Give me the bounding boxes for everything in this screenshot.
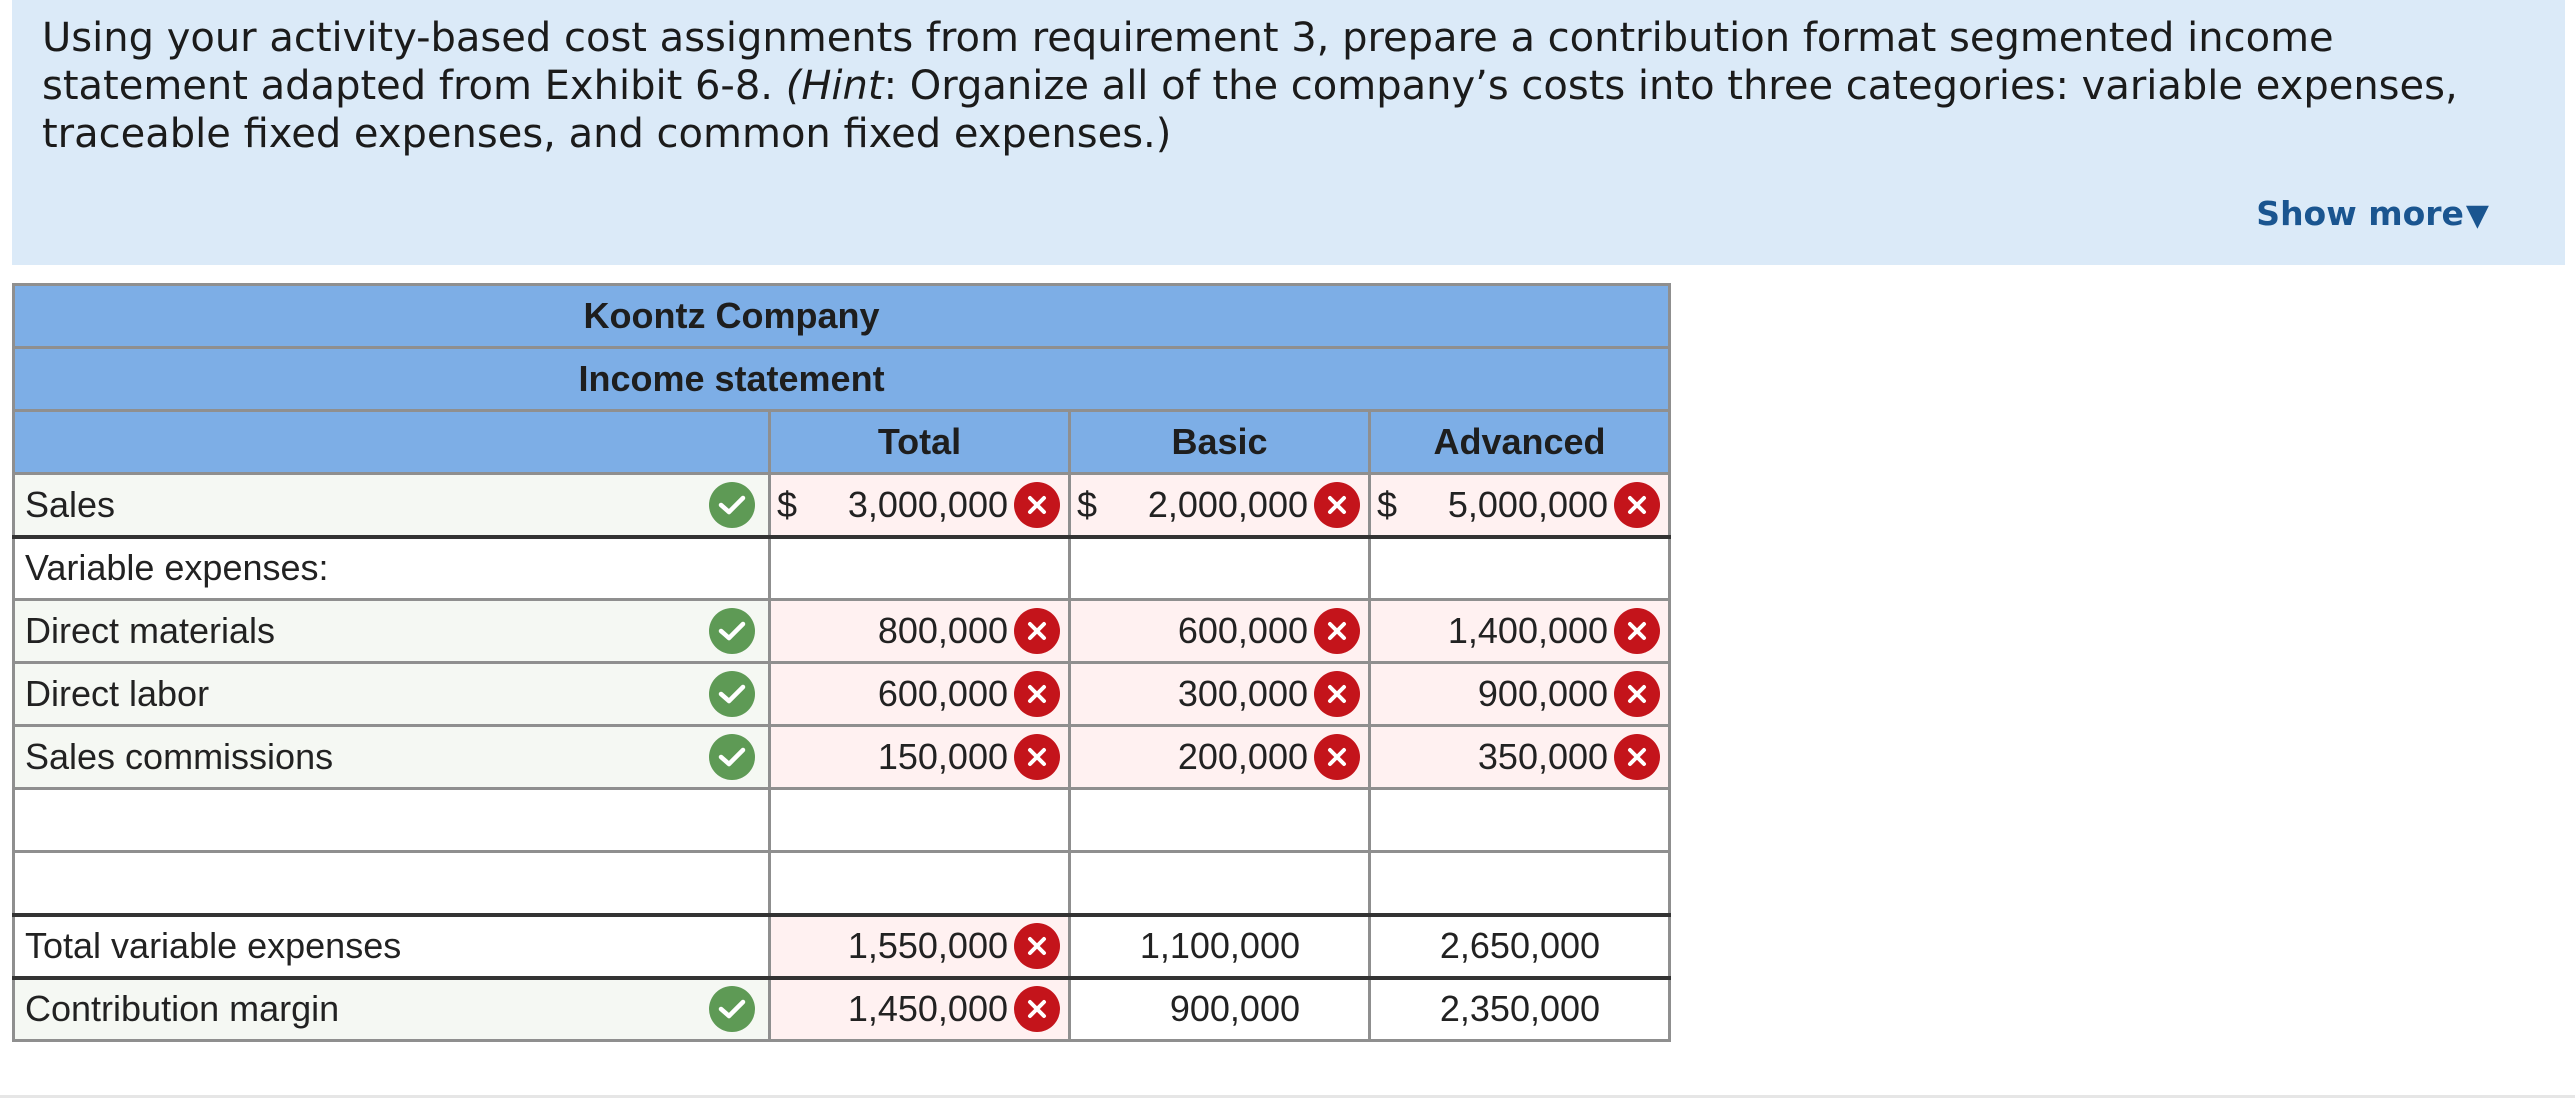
prompt-hint-label: (Hint [785,63,884,109]
cell-input[interactable] [1370,852,1670,915]
table-row [14,537,1670,600]
total-variable-expenses-total [770,915,1070,978]
cell-empty [1070,537,1370,600]
cell-value: 1,450,000 [847,988,1008,1030]
direct-labor-basic-input[interactable] [1070,663,1370,726]
incorrect-icon [1614,482,1660,528]
sales-basic-input[interactable] [1070,474,1370,537]
title-header-row [14,348,1670,411]
show-more-link[interactable] [2256,194,2489,233]
cell-value: 600,000 [1177,610,1308,651]
row-label-text: Direct labor [25,673,210,714]
income-statement [12,283,1671,1077]
statement-title [14,348,1670,411]
table-row [14,663,1670,726]
table-row [14,600,1670,663]
cell-value: 1,400,000 [1447,610,1609,651]
dollar-sign: $ [1377,483,1398,525]
incorrect-icon [1014,482,1060,528]
company-header-row [14,285,1670,348]
incorrect-icon [1014,608,1060,654]
header-blank [14,411,770,474]
show-more-label: Show more [2256,194,2464,233]
incorrect-icon [1014,671,1060,717]
direct-labor-advanced-input[interactable] [1370,663,1670,726]
cell-value: 2,350,000 [1439,988,1601,1030]
cell-input[interactable] [1070,852,1370,915]
row-label-sales-commissions[interactable] [14,726,770,789]
incorrect-icon [1014,923,1060,969]
table-row [14,726,1670,789]
page-divider [0,1095,2575,1098]
table-row [14,915,1670,978]
row-label-text: Contribution margin [25,988,340,1030]
check-icon [709,608,755,654]
table-row [14,474,1670,537]
cell-value: 2,650,000 [1439,925,1601,966]
sales-total-input[interactable] [770,474,1070,537]
row-label-text: Sales commissions [25,736,334,777]
cell-value: 900,000 [1169,988,1300,1030]
row-label-text: Variable expenses: [25,547,329,589]
row-label-variable-expenses [14,537,770,600]
row-label-text: Total variable expenses [25,925,402,966]
row-label-total-variable-expenses [14,915,770,978]
cell-value: 300,000 [1177,673,1308,714]
row-label-sales[interactable] [14,474,770,537]
direct-materials-basic-input[interactable] [1070,600,1370,663]
total-variable-expenses-basic [1070,915,1370,978]
incorrect-icon [1314,671,1360,717]
question-prompt [12,0,2565,265]
cell-value: 350,000 [1477,736,1609,777]
cell-value: 1,100,000 [1139,925,1300,966]
direct-labor-total-input[interactable] [770,663,1070,726]
sales-advanced-input[interactable] [1370,474,1670,537]
check-icon [709,671,755,717]
row-label-direct-materials[interactable] [14,600,770,663]
direct-materials-total-input[interactable] [770,600,1070,663]
cell-input[interactable] [770,789,1070,852]
table-row [14,978,1670,1041]
cell-input[interactable] [770,852,1070,915]
row-label-input[interactable] [14,852,770,915]
cell-value: 3,000,000 [847,483,1008,525]
cell-value: 900,000 [1477,673,1609,714]
cell-input[interactable] [1370,789,1670,852]
caret-down-icon: ▼ [2465,198,2489,233]
column-header-row [14,411,1670,474]
cell-value: 150,000 [877,736,1008,777]
dollar-sign: $ [777,483,798,525]
cell-input[interactable] [1070,789,1370,852]
row-label-input[interactable] [14,789,770,852]
sales-commissions-total-input[interactable] [770,726,1070,789]
direct-materials-advanced-input[interactable] [1370,600,1670,663]
prompt-text [42,14,2522,158]
total-variable-expenses-advanced [1370,915,1670,978]
cell-value: 5,000,000 [1447,483,1609,525]
incorrect-icon [1014,734,1060,780]
company-name [14,285,1670,348]
check-icon [709,986,755,1032]
contribution-margin-advanced [1370,978,1670,1041]
cell-value: 800,000 [877,610,1008,651]
incorrect-icon [1614,608,1660,654]
incorrect-icon [1314,734,1360,780]
table-row [14,852,1670,915]
sales-commissions-basic-input[interactable] [1070,726,1370,789]
table-row [14,789,1670,852]
check-icon [709,482,755,528]
cell-value: 600,000 [877,673,1008,714]
cell-value: 1,550,000 [847,925,1008,966]
incorrect-icon [1614,734,1660,780]
column-header-basic: Basic [1070,411,1370,474]
prompt-text-part: : Organize all of the company’s costs into three categories: variable expenses, traceable fixed expenses, and common fixed expenses.) [42,63,2458,157]
income-statement-table [12,283,1671,1042]
incorrect-icon [1314,482,1360,528]
statement-title-text: Income statement [578,358,885,399]
sales-commissions-advanced-input[interactable] [1370,726,1670,789]
row-label-text: Sales [25,483,116,525]
check-icon [709,734,755,780]
dollar-sign: $ [1077,483,1098,525]
row-label-contribution-margin[interactable] [14,978,770,1041]
incorrect-icon [1614,671,1660,717]
incorrect-icon [1314,608,1360,654]
prompt-text-part: Using your activity-based cost assignments from requirement 3, prepare a contribution format segmented income statement adapted from Exhibit 6-8. [42,15,2334,109]
row-label-direct-labor[interactable] [14,663,770,726]
contribution-margin-total [770,978,1070,1041]
cell-empty [770,537,1070,600]
column-header-advanced: Advanced [1370,411,1670,474]
cell-value: 2,000,000 [1147,483,1308,525]
incorrect-icon [1014,986,1060,1032]
row-label-text: Direct materials [25,610,276,651]
cell-value: 200,000 [1177,736,1308,777]
contribution-margin-basic [1070,978,1370,1041]
cell-empty [1370,537,1670,600]
company-name-text: Koontz Company [583,295,880,336]
column-header-total: Total [770,411,1070,474]
